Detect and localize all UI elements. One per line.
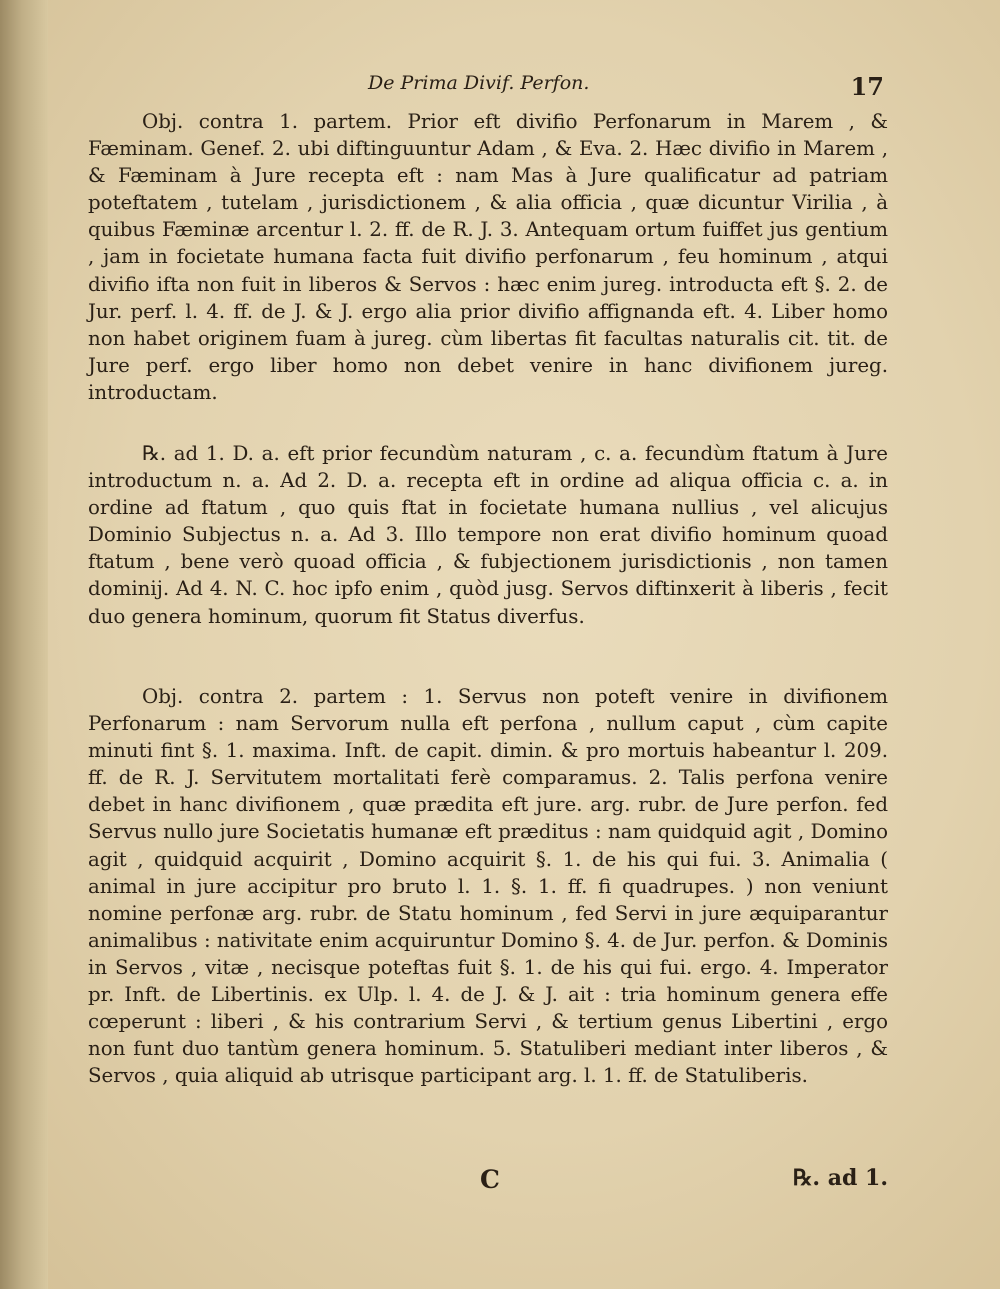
signature-mark: C bbox=[480, 1165, 500, 1194]
page-header bbox=[90, 68, 890, 102]
paragraph-response-1 bbox=[88, 440, 888, 630]
paragraph-text: Obj. contra 1. partem. Prior eft divifio Perfonarum in Marem , & Fæminam. Genef. 2. ubi diftinguuntur Adam , & Eva. 2. Hæc divifio in Marem , & Fæminam à Jure recepta eft : nam Mas à Jure qualificatur ad patriam poteftatem , tutelam , jurisdictionem , & alia officia , quæ dicuntur Virilia , à quibus Fæminæ arcentur l. 2. ff. de R. J. 3. Antequam ortum fuiffet jus gentium , jam in focietate humana facta fuit divifio perfonarum , feu hominum , atqui divifio ifta non fuit in liberos & Servos : hæc enim jureg. introducta eft §. 2. de Jur. perf. l. 4. ff. de J. & J. ergo alia prior divifio affignanda eft. 4. Liber homo non habet originem fuam à jureg. cùm libertas fit facultas naturalis cit. tit. de Jure perf. ergo liber homo non debet venire in hanc divifionem jureg. introductam. bbox=[88, 110, 888, 404]
paragraph-text: Obj. contra 2. partem : 1. Servus non poteft venire in divifionem Perfonarum : nam Servorum nulla eft perfona , nullum caput , cùm capite minuti fint §. 1. maxima. Inft. de capit. dimin. & pro mortuis habeantur l. 209. ff. de R. J. Servitutem mortalitati ferè comparamus. 2. Talis perfona venire debet in hanc divifionem , quæ prædita eft jure. arg. rubr. de Jure perfon. fed Servus nullo jure Societatis humanæ eft præditus : nam quidquid agit , Domino agit , quidquid acquirit , Domino acquirit §. 1. de his qui fui. 3. Animalia ( animal in jure accipitur pro bruto l. 1. §. 1. ff. fi quadrupes. ) non veniunt nomine perfonæ arg. rubr. de Statu hominum , fed Servi in jure æquiparantur animalibus : nativitate enim acquiruntur Domino §. 4. de Jur. perfon. & Dominis in Servos , vitæ , necisque poteftas fuit §. 1. de his qui fui. ergo. 4. Imperator pr. Inft. de Libertinis. ex Ulp. l. 4. de J. & J. ait : tria hominum genera effe cœperunt : liberi , & his contrarium Servi , & tertium genus Libertini , ergo non funt duo tantùm genera hominum. 5. Statuliberi mediant inter liberos , & Servos , quia aliquid ab utrisque participant arg. l. 1. ff. de Statuliberis. bbox=[88, 685, 888, 1088]
page-number: 17 bbox=[850, 72, 884, 101]
paragraph-text: ℞. ad 1. D. a. eft prior fecundùm naturam , c. a. fecundùm ftatum à Jure introductum n. a. Ad 2. D. a. recepta eft in ordine ad aliqua officia c. a. in ordine ad ftatum , quo quis ftat in focietate humana nullius , vel alicujus Dominio Subjectus n. a. Ad 3. Illo tempore non erat divifio hominum quoad ftatum , bene verò quoad officia , & fubjectionem jurisdictionis , non tamen dominij. Ad 4. N. C. hoc ipfo enim , quòd jusg. Servos diftinxerit à liberis , fecit duo genera hominum, quorum fit Status diverfus. bbox=[88, 442, 888, 628]
running-title: De Prima Divif. Perfon. bbox=[368, 72, 590, 94]
page-footer bbox=[88, 1165, 888, 1199]
paragraph-objection-2 bbox=[88, 683, 888, 1089]
page-gutter bbox=[0, 0, 48, 1289]
paragraph-objection-1 bbox=[88, 108, 888, 406]
catchword: ℞. ad 1. bbox=[792, 1165, 888, 1191]
